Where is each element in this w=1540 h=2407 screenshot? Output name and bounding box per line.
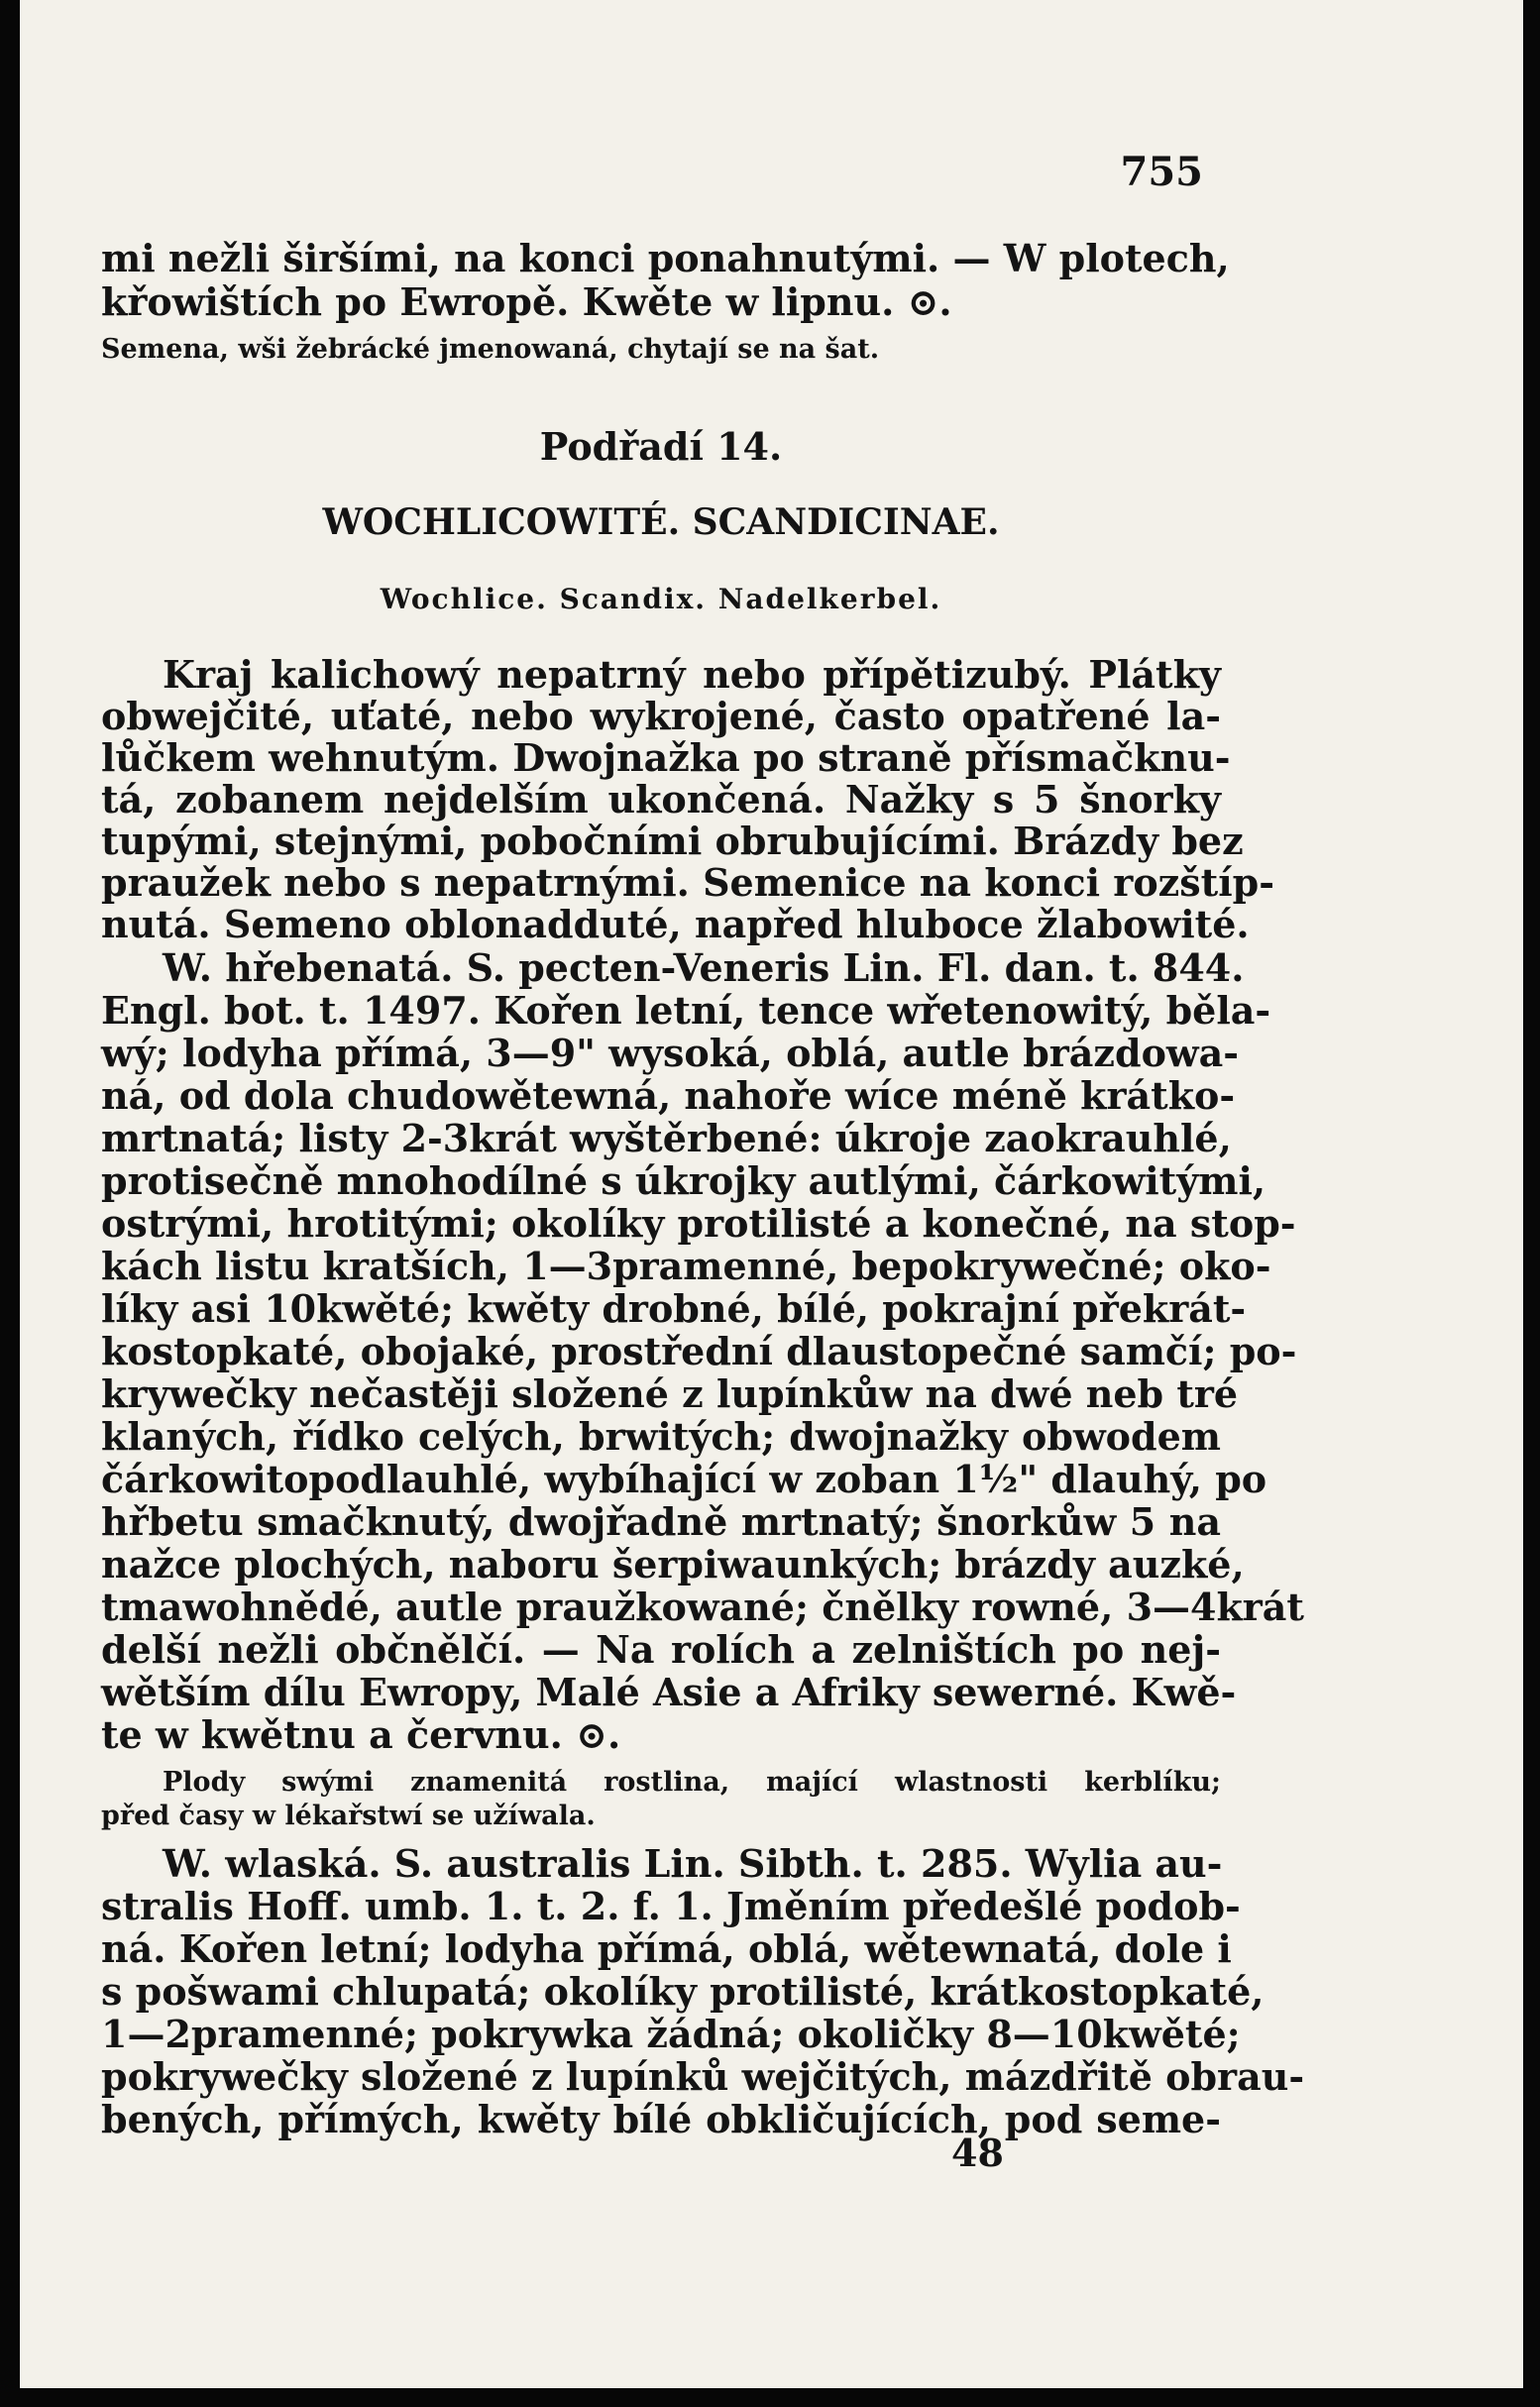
- text-line: tá, zobanem nejdelším ukončená. Nažky s 5 šnorky: [101, 777, 1221, 821]
- text-line: nažce plochých, naboru šerpiwaunkých; brázdy auzké,: [101, 1542, 1245, 1586]
- text-line: krywečky nečastěji složené z lupínkůw na dwé neb tré: [101, 1371, 1239, 1416]
- text-line: ostrými, hrotitými; okolíky protilisté a konečné, na stop-: [101, 1201, 1296, 1246]
- text-line: delší nežli občnělčí. — Na rolích a zelništích po nej-: [101, 1627, 1221, 1672]
- species-heading-line: W. wlaská. S. australis Lin. Sibth. t. 285. Wylia au-: [163, 1841, 1223, 1886]
- text-line: kách listu kratších, 1—3pramenné, bepokrywečné; oko-: [101, 1244, 1271, 1288]
- text-line: křowištích po Ewropě. Kwěte w lipnu. ⊙.: [101, 279, 952, 324]
- text-line: obwejčité, uťaté, nebo wykrojené, často opatřené la-: [101, 694, 1221, 738]
- text-line: ná. Kořen letní; lodyha přímá, oblá, wětewnatá, dole i: [101, 1926, 1232, 1971]
- text-line: ná, od dola chudowětewná, nahoře wíce méně krátko-: [101, 1073, 1236, 1118]
- signature-mark: 48: [951, 2131, 1004, 2175]
- text-line: wětším dílu Ewropy, Malé Asie a Afriky sewerné. Kwě-: [101, 1670, 1237, 1714]
- text-line: mi nežli širšími, na konci ponahnutými. — W plotech,: [101, 236, 1230, 280]
- text-line: hřbetu smačknutý, dwojřadně mrtnatý; šnorkůw 5 na: [101, 1499, 1221, 1544]
- section-heading: Podřadí 14.: [539, 424, 783, 469]
- text-line: čárkowitopodlauhlé, wybíhající w zoban 1½" dlauhý, po: [101, 1457, 1267, 1501]
- species-heading-line: W. hřebenatá. S. pecten-Veneris Lin. Fl. dan. t. 844.: [163, 945, 1245, 990]
- section-subtitle: Wochlice. Scandix. Nadelkerbel.: [380, 583, 942, 615]
- page-number: 755: [1120, 149, 1203, 195]
- text-line: wý; lodyha přímá, 3—9" wysoká, oblá, autle brázdowa-: [101, 1031, 1240, 1075]
- text-line: lůčkem wehnutým. Dwojnažka po straně přísmačknu-: [101, 735, 1231, 780]
- text-line: líky asi 10kwěté; kwěty drobné, bílé, pokrajní překrát-: [101, 1286, 1247, 1331]
- text-line: bených, přímých, kwěty bílé obkličujících, pod seme-: [101, 2097, 1221, 2141]
- small-note-line: Plody swými znamenitá rostlina, mající wlastnosti kerblíku;: [163, 1767, 1221, 1798]
- section-title: WOCHLICOWITÉ. SCANDICINAE.: [322, 501, 1000, 543]
- text-line: pokrywečky složené z lupínků wejčitých, mázdřitě obrau-: [101, 2054, 1305, 2099]
- text-line: kostopkaté, obojaké, prostřední dlaustopečné samčí; po-: [101, 1329, 1297, 1373]
- small-note-line: před časy w lékařstwí se užíwala.: [101, 1801, 596, 1831]
- text-line: te w kwětnu a červnu. ⊙.: [101, 1712, 621, 1757]
- text-line: Engl. bot. t. 1497. Kořen letní, tence wřetenowitý, běla-: [101, 988, 1271, 1033]
- text-line: praužek nebo s nepatrnými. Semenice na konci rozštíp-: [101, 860, 1274, 905]
- text-line: nutá. Semeno oblonadduté, napřed hluboce žlabowité.: [101, 902, 1250, 946]
- book-page: [20, 0, 1523, 2388]
- text-line: mrtnatá; listy 2-3krát wyštěrbené: úkroje zaokrauhlé,: [101, 1116, 1232, 1160]
- text-line: s pošwami chlupatá; okolíky protilisté, krátkostopkaté,: [101, 1969, 1265, 2014]
- text-line: tmawohnědé, autle praužkowané; čnělky rowné, 3—4krát: [101, 1585, 1304, 1629]
- text-line: 1—2pramenné; pokrywka žádná; okoličky 8—10kwěté;: [101, 2012, 1241, 2056]
- text-line: protisečně mnohodílné s úkrojky autlými, čárkowitými,: [101, 1158, 1266, 1203]
- small-note-line: Semena, wši žebrácké jmenowaná, chytají se na šat.: [101, 334, 880, 365]
- text-line: tupými, stejnými, pobočními obrubujícími. Brázdy bez: [101, 819, 1244, 863]
- text-line: klaných, řídko celých, brwitých; dwojnažky obwodem: [101, 1414, 1221, 1459]
- text-line: stralis Hoff. umb. 1. t. 2. f. 1. Jměním předešlé podob-: [101, 1884, 1241, 1928]
- text-line: Kraj kalichowý nepatrný nebo přípětizubý. Plátky: [163, 652, 1221, 697]
